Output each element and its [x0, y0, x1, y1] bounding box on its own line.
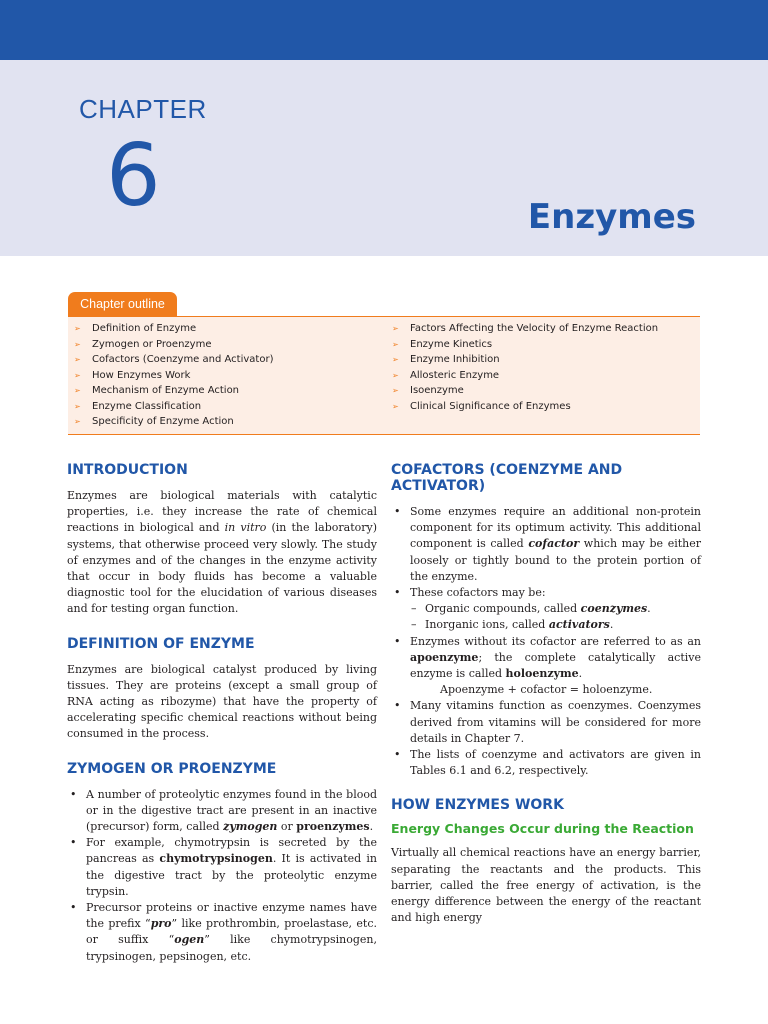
arrow-bullet-icon: ➢ [74, 324, 81, 333]
outline-item: ➢ Cofactors (Coenzyme and Activator) [74, 352, 273, 368]
chapter-outline-label: Chapter outline [68, 292, 177, 317]
arrow-bullet-icon: ➢ [392, 339, 399, 349]
list-item: • Many vitamins function as coenzymes. Coenzymes derived from vitamins will be considered for more details in Chapter 7. [391, 698, 701, 747]
left-column [67, 462, 377, 965]
outline-item: ➢ Isoenzyme [392, 383, 658, 399]
outline-item: ➢ Definition of Enzyme [74, 321, 273, 337]
top-banner [0, 0, 768, 60]
how-enzymes-work-heading: HOW ENZYMES WORK [391, 797, 564, 814]
list-item: • A number of proteolytic enzymes found in the blood or in the digestive tract are present in an inactive (precursor) form, called zymogen or proenzymes. [67, 787, 377, 836]
list-item: • The lists of coenzyme and activators are given in Tables 6.1 and 6.2, respectively. [391, 747, 701, 779]
outline-item: ➢ Specificity of Enzyme Action [74, 414, 273, 430]
cofactor-types-list [410, 601, 701, 633]
outline-right-list [392, 321, 658, 414]
list-item: • Enzymes without its cofactor are referred to as an apoenzyme; the complete catalytically active enzyme is called holoenzyme. Apoenzyme + cofactor = holoenzyme. [391, 634, 701, 699]
outline-item: ➢ How Enzymes Work [74, 368, 273, 384]
list-item: • Some enzymes require an additional non-protein component for its optimum activity. This additional component is called cofactor which may be either loosely or tightly bound to the protein portion of the enzyme. [391, 504, 701, 585]
outline-item: ➢ Enzyme Kinetics [392, 337, 658, 353]
arrow-bullet-icon: ➢ [392, 324, 399, 333]
list-item: • Precursor proteins or inactive enzyme names have the prefix “pro” like prothrombin, proelastase, etc. or suffix “ogen” like chymotrypsinogen, trypsinogen, pepsinogen, etc. [67, 900, 377, 965]
how-enzymes-work-paragraph: Virtually all chemical reactions have an energy barrier, separating the reactants and the products. This barrier, called the free energy of activation, is the energy difference between the energy of the reactant and high energy [391, 846, 701, 925]
arrow-bullet-icon: ➢ [74, 370, 81, 380]
chapter-label: CHAPTER [79, 94, 207, 124]
arrow-bullet-icon: ➢ [392, 370, 399, 380]
right-column [391, 462, 701, 926]
chapter-outline-box [68, 316, 700, 435]
arrow-bullet-icon: ➢ [74, 401, 81, 411]
chapter-title: Enzymes [527, 197, 696, 237]
outline-item: ➢ Enzyme Inhibition [392, 352, 658, 368]
list-item: – Inorganic ions, called activators. [410, 617, 701, 633]
outline-item: ➢ Mechanism of Enzyme Action [74, 383, 273, 399]
holoenzyme-equation: Apoenzyme + cofactor = holoenzyme. [440, 683, 653, 697]
arrow-bullet-icon: ➢ [74, 339, 81, 349]
introduction-heading: INTRODUCTION [67, 462, 188, 478]
zymogen-list [67, 787, 377, 965]
arrow-bullet-icon: ➢ [392, 386, 399, 395]
outline-left-list [74, 321, 273, 430]
arrow-bullet-icon: ➢ [392, 401, 399, 411]
arrow-bullet-icon: ➢ [74, 386, 81, 395]
arrow-bullet-icon: ➢ [74, 355, 81, 364]
energy-changes-subheading: Energy Changes Occur during the Reaction [391, 821, 694, 837]
cofactors-list [391, 504, 701, 779]
list-item: • These cofactors may be: – Organic compounds, called coenzymes. – Inorganic ions, called activators. [391, 585, 701, 634]
outline-item: ➢ Factors Affecting the Velocity of Enzyme Reaction [392, 321, 658, 337]
outline-item: ➢ Clinical Significance of Enzymes [392, 399, 658, 415]
introduction-paragraph: Enzymes are biological materials with catalytic properties, i.e. they increase the rate of chemical reactions in biological and in vitro (in the laboratory) systems, that otherwise proceed very slowly. The study of enzymes and of the changes in the enzyme activity that occur in body fluids has become a valuable diagnostic tool for the elucidation of various diseases and for testing organ function. [67, 489, 377, 616]
list-item: • For example, chymotrypsin is secreted by the pancreas as chymotrypsinogen. It is activated in the digestive tract by the proteolytic enzyme trypsin. [67, 835, 377, 900]
list-item: – Organic compounds, called coenzymes. [410, 601, 701, 617]
arrow-bullet-icon: ➢ [74, 417, 81, 426]
chapter-number: 6 [106, 126, 161, 226]
definition-heading: DEFINITION OF ENZYME [67, 635, 255, 652]
outline-item: ➢ Enzyme Classification [74, 399, 273, 415]
outline-item: ➢ Allosteric Enzyme [392, 368, 658, 384]
definition-paragraph: Enzymes are biological catalyst produced by living tissues. They are proteins (except a small group of RNA acting as ribozyme) that have the property of accelerating specific chemical reactions without being consumed in the process. [67, 662, 377, 741]
outline-item: ➢ Zymogen or Proenzyme [74, 337, 273, 353]
zymogen-heading: ZYMOGEN OR PROENZYME [67, 760, 277, 777]
arrow-bullet-icon: ➢ [392, 355, 399, 364]
cofactors-heading: COFACTORS (COENZYME AND ACTIVATOR) [391, 462, 623, 494]
